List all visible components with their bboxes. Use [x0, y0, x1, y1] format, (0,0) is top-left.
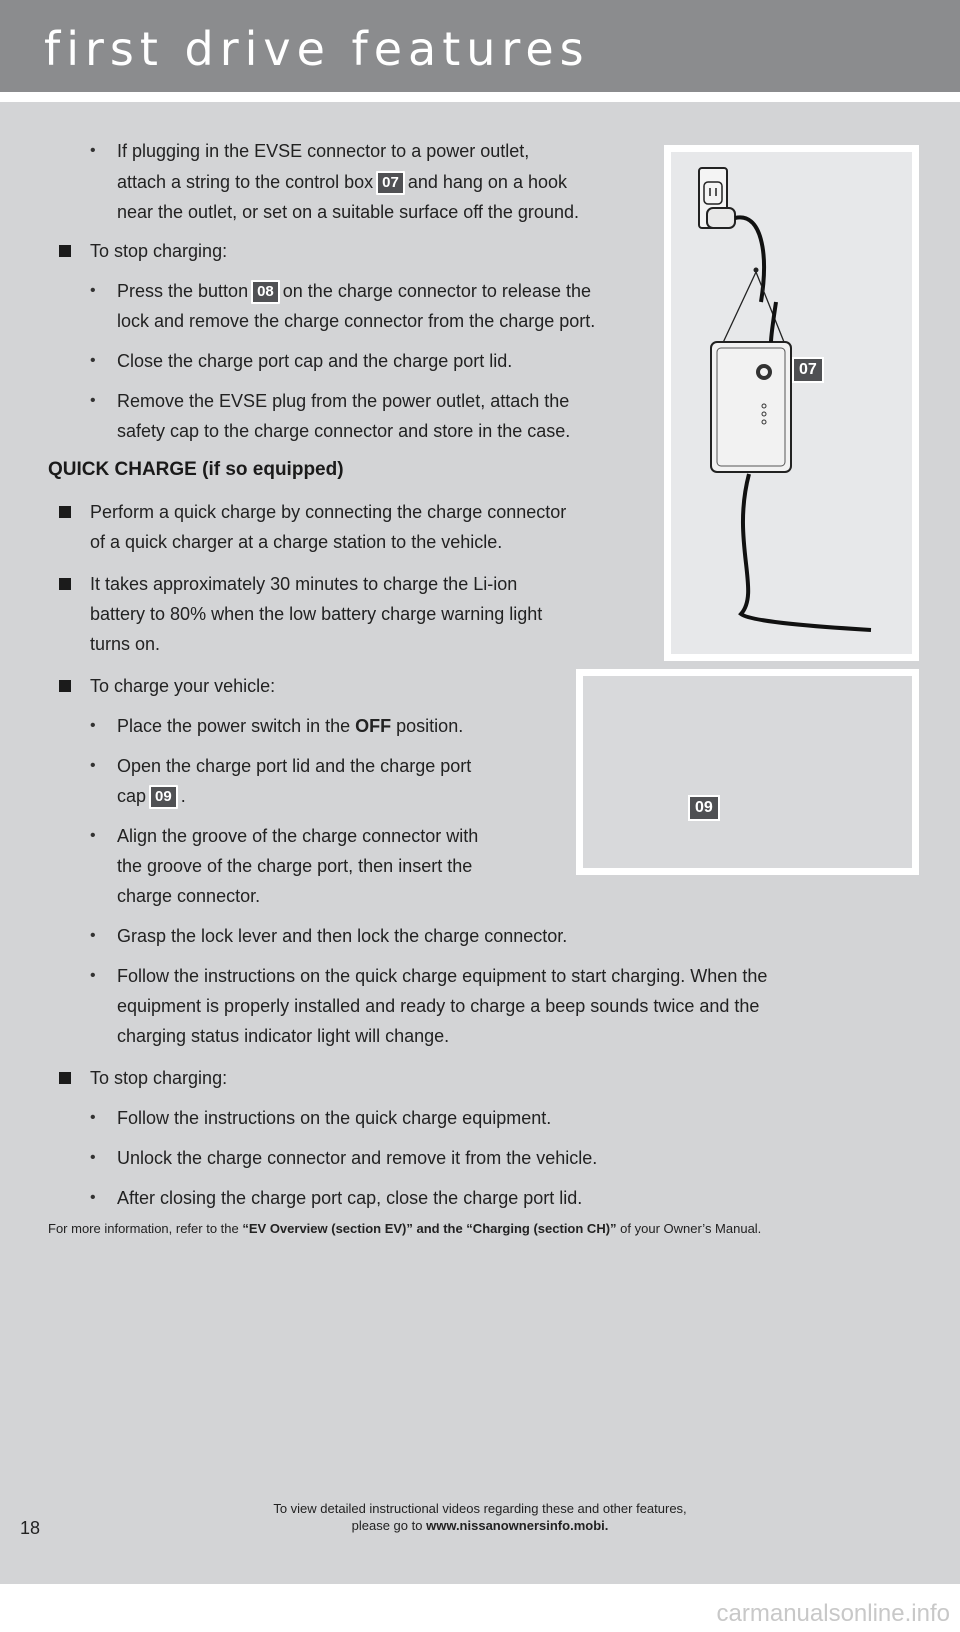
- ref-badge-08: 08: [251, 280, 280, 304]
- bullet-dot: •: [90, 1149, 96, 1166]
- control-box-illustration: [671, 152, 912, 654]
- text-line: Close the charge port cap and the charge port lid.: [117, 351, 513, 371]
- text-line: [117, 714, 463, 738]
- text-line: Remove the EVSE plug from the power outlet, attach the: [117, 391, 570, 411]
- text-span: on the charge connector to release the: [282, 281, 591, 301]
- text-line: Grasp the lock lever and then lock the charge connector.: [117, 926, 568, 946]
- page-title: first drive features: [44, 22, 590, 76]
- text-span: and hang on a hook: [407, 172, 567, 192]
- text-line: If plugging in the EVSE connector to a power outlet,: [117, 141, 530, 161]
- text-span: Press the button: [117, 281, 249, 301]
- text-span: For more information, refer to the: [48, 1221, 243, 1236]
- text-line: the groove of the charge port, then insert the: [117, 856, 473, 876]
- bullet-dot: •: [90, 282, 96, 299]
- website-link[interactable]: www.nissanownersinfo.mobi.: [426, 1518, 609, 1533]
- header-rule: [0, 92, 960, 102]
- text-line: [117, 170, 567, 195]
- bullet-dot: •: [90, 717, 96, 734]
- text-line: charging status indicator light will change.: [117, 1026, 450, 1046]
- text-line: It takes approximately 30 minutes to charge the Li-ion: [90, 574, 518, 594]
- bullet-dot: •: [90, 352, 96, 369]
- text-line: To charge your vehicle:: [90, 676, 276, 696]
- text-line: Unlock the charge connector and remove it from the vehicle.: [117, 1148, 598, 1168]
- text-line: of a quick charger at a charge station to the vehicle.: [90, 532, 503, 552]
- text-span: Place the power switch in the: [117, 716, 351, 736]
- text-line: Follow the instructions on the quick charge equipment to start charging. When the: [117, 966, 768, 986]
- bullet-dot: •: [90, 967, 96, 984]
- text-line: Follow the instructions on the quick charge equipment.: [117, 1108, 552, 1128]
- text-line: safety cap to the charge connector and store in the case.: [117, 421, 571, 441]
- text-line: battery to 80% when the low battery charge warning light: [90, 604, 543, 624]
- square-bullet: [59, 680, 71, 692]
- bullet-dot: •: [90, 142, 96, 159]
- bullet-dot: •: [90, 827, 96, 844]
- text-line: [117, 279, 591, 304]
- text-line: near the outlet, or set on a suitable surface off the ground.: [117, 202, 579, 222]
- text-span: cap: [117, 786, 147, 806]
- bottom-note: [0, 1500, 960, 1534]
- page-number: 18: [20, 1518, 41, 1538]
- text-line: Align the groove of the charge connector with: [117, 826, 479, 846]
- bottom-note-line2: [0, 1517, 960, 1534]
- text-line: Perform a quick charge by connecting the charge connector: [90, 502, 567, 522]
- text-span: of your Owner’s Manual.: [616, 1221, 762, 1236]
- figure-charge-port-cap: [576, 669, 919, 875]
- text-line: After closing the charge port cap, close the charge port lid.: [117, 1188, 583, 1208]
- bullet-dot: •: [90, 1189, 96, 1206]
- figure-09-label: 09: [688, 795, 720, 821]
- text-line: equipment is properly installed and ready to charge a beep sounds twice and the: [117, 996, 760, 1016]
- text-span: please go to: [351, 1518, 427, 1533]
- figure-control-box: [664, 145, 919, 661]
- text-line: turns on.: [90, 634, 161, 654]
- square-bullet: [59, 578, 71, 590]
- footnote-reference: “EV Overview (section EV)” and the “Charging (section CH)”: [242, 1221, 617, 1236]
- bottom-note-line1: To view detailed instructional videos regarding these and other features,: [273, 1501, 687, 1516]
- text-line: charge connector.: [117, 886, 261, 906]
- text-span: attach a string to the control box: [117, 172, 374, 192]
- section-heading: QUICK CHARGE (if so equipped): [48, 459, 344, 480]
- text-line: lock and remove the charge connector from the charge port.: [117, 311, 596, 331]
- text-span: .: [180, 786, 186, 806]
- text-span: position.: [396, 716, 464, 736]
- square-bullet: [59, 245, 71, 257]
- ref-badge-07: 07: [376, 171, 405, 195]
- watermark: carmanualsonline.info: [716, 1600, 950, 1627]
- bullet-dot: •: [90, 392, 96, 409]
- ref-badge-09: 09: [149, 785, 178, 809]
- bullet-dot: •: [90, 1109, 96, 1126]
- text-line: [117, 784, 186, 809]
- figure-07-label: 07: [792, 357, 824, 383]
- text-line: Open the charge port lid and the charge port: [117, 756, 472, 776]
- square-bullet: [59, 506, 71, 518]
- text-line: To stop charging:: [90, 241, 228, 261]
- text-line: To stop charging:: [90, 1068, 228, 1088]
- square-bullet: [59, 1072, 71, 1084]
- off-label: OFF: [355, 716, 392, 736]
- bullet-dot: •: [90, 757, 96, 774]
- footnote: [48, 1221, 761, 1236]
- bullet-dot: •: [90, 927, 96, 944]
